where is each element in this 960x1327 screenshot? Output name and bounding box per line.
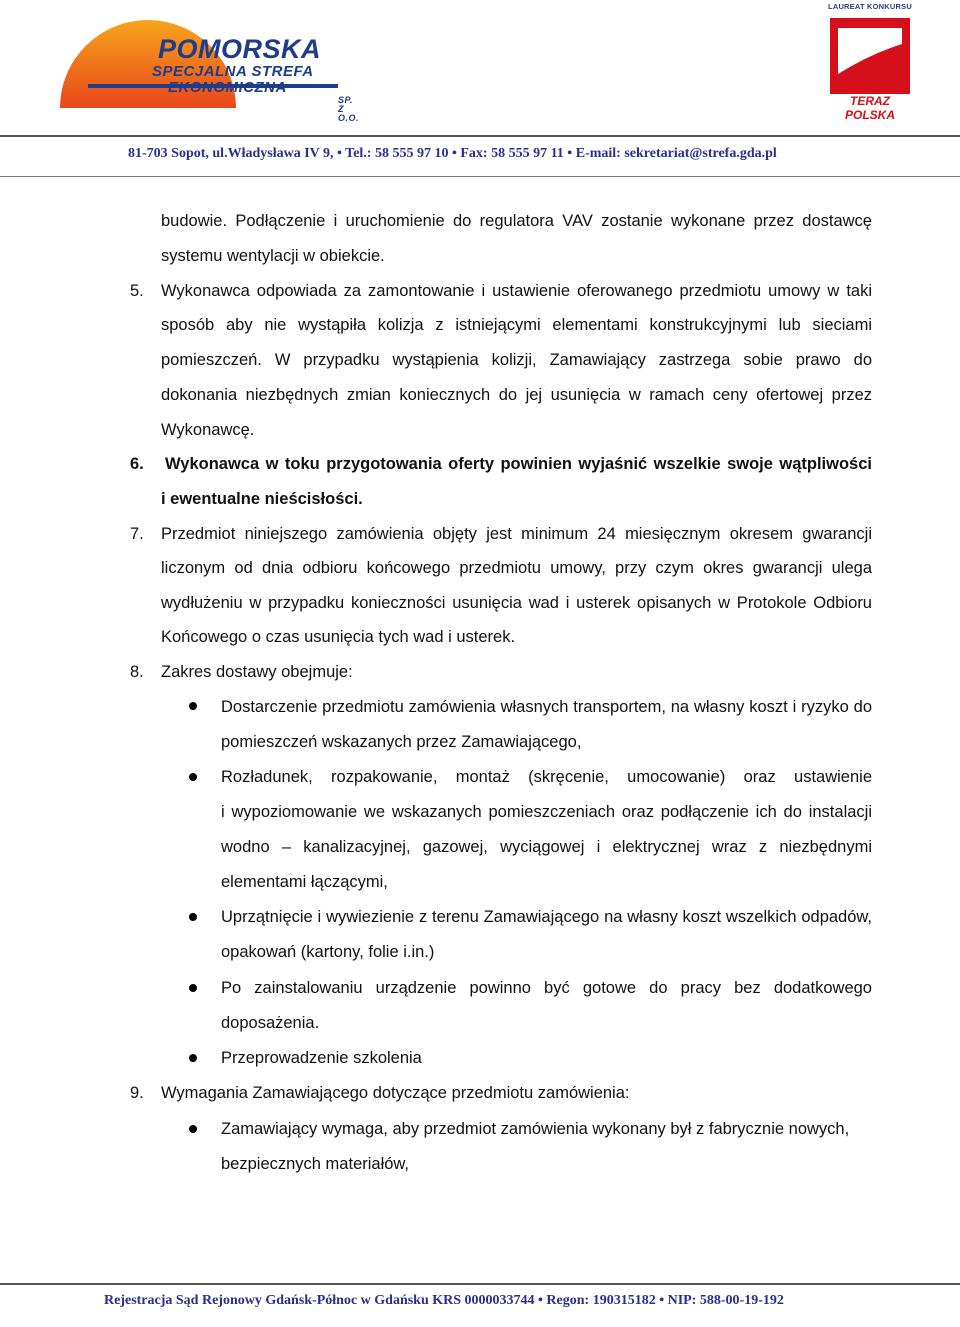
p7-line-1: Przedmiot niniejszego zamówienia objęty jest minimum 24 miesięcznym okresem gwarancji [161, 525, 872, 543]
bullet-dot [189, 984, 197, 992]
p8-bullet-3-line-1: Uprzątnięcie i wywiezienie z terenu Zamawiającego na własny koszt wszelkich odpadów, [221, 908, 872, 926]
p5-number: 5. [130, 282, 144, 300]
p6-number: 6. [130, 455, 144, 473]
bullet-dot [189, 913, 197, 921]
bullet-dot [189, 773, 197, 781]
p8-bullet-4-line-2: doposażenia. [221, 1014, 320, 1032]
p8-bullet-3-line-2: opakowań (kartony, folie i.in.) [221, 943, 435, 961]
p8-number: 8. [130, 663, 144, 681]
p8-bullet-1-line-1: Dostarczenie przedmiotu zamówienia własnych transportem, na własny koszt i ryzyko do [221, 698, 872, 716]
p5-line-5: Wykonawcę. [161, 421, 255, 439]
p9-title: Wymagania Zamawiającego dotyczące przedmiotu zamówienia: [161, 1084, 630, 1102]
p4-line-2: systemu wentylacji w obiekcie. [161, 247, 385, 265]
p7-line-2: liczonym od dnia odbioru końcowego przedmiotu umowy, przy czym okres gwarancji ulega [161, 559, 872, 577]
p8-bullet-2-line-1: Rozładunek, rozpakowanie, montaż (skręcenie, umocowanie) oraz ustawienie [221, 768, 872, 786]
header-divider [0, 135, 960, 137]
p8-bullet-1-line-2: pomieszczeń wskazanych przez Zamawiającego, [221, 733, 582, 751]
p9-number: 9. [130, 1084, 144, 1102]
footer-divider [0, 1283, 960, 1285]
p8-bullet-2-line-2: i wypoziomowanie we wskazanych pomieszczeniach oraz podłączenie ich do instalacji [221, 803, 872, 821]
company-logo [48, 4, 360, 123]
p5-line-4: dokonania niezbędnych zmian koniecznych do jej usunięcia w ramach ceny ofertowej przez [161, 386, 872, 404]
p8-bullet-2-line-4: elementami łączącymi, [221, 873, 388, 891]
logo-text-pomorska: POMORSKA [158, 34, 322, 64]
teraz-polska-award [826, 2, 914, 122]
p8-bullet-4-line-1: Po zainstalowaniu urządzenie powinno być gotowe do pracy bez dodatkowego [221, 979, 872, 997]
bullet-dot [189, 1054, 197, 1062]
bullet-dot [189, 1125, 197, 1133]
p8-title: Zakres dostawy obejmuje: [161, 663, 353, 681]
p9-bullet-1-line-1: Zamawiający wymaga, aby przedmiot zamówienia wykonany był z fabrycznie nowych, [221, 1120, 850, 1138]
footer-registration: Rejestracja Sąd Rejonowy Gdańsk-Północ w Gdańsku KRS 0000033744 • Regon: 190315182 • NIP: 588-00-19-192 [104, 1293, 784, 1308]
p6-line-1: Wykonawca w toku przygotowania oferty powinien wyjaśnić wszelkie swoje wątpliwości [165, 455, 872, 473]
p8-bullet-5-line-1: Przeprowadzenie szkolenia [221, 1049, 422, 1067]
p5-line-3: pomieszczeń. W przypadku wystąpienia kolizji, Zamawiający zastrzega sobie prawo do [161, 351, 872, 369]
logo-text-specjalna: SPECJALNA STREFA [152, 63, 314, 80]
logo-text-spzoo: SP. Z O.O. [338, 95, 360, 123]
award-name: TERAZ POLSKA [844, 94, 895, 122]
award-caption: LAUREAT KONKURSU [828, 2, 912, 11]
contact-line: 81-703 Sopot, ul.Władysława IV 9, • Tel.: 58 555 97 10 • Fax: 58 555 97 11 • E-mail: sekretariat@strefa.gda.pl [128, 146, 777, 161]
p7-line-3: wydłużeniu w przypadku konieczności usunięcia wad i usterek opisanych w Protokole Odbioru [161, 594, 872, 612]
p9-bullet-1-line-2: bezpiecznych materiałów, [221, 1155, 410, 1173]
p7-line-4: Końcowego o czas usunięcia tych wad i usterek. [161, 628, 516, 646]
logo-text-ekonomiczna: EKONOMICZNA [168, 79, 287, 96]
p5-line-1: Wykonawca odpowiada za zamontowanie i ustawienie oferowanego przedmiotu umowy w taki [161, 282, 872, 300]
p7-number: 7. [130, 525, 144, 543]
p5-line-2: sposób aby nie wystąpiła kolizja z istniejącymi elementami konstrukcyjnymi lub sieciami [161, 316, 872, 334]
bullet-dot [189, 702, 197, 710]
p8-bullet-2-line-3: wodno – kanalizacyjnej, gazowej, wyciągowej i elektrycznej wraz z niezbędnymi [221, 838, 872, 856]
header-divider-secondary [0, 176, 960, 177]
p6-line-2: i ewentualne nieścisłości. [161, 490, 363, 508]
award-flag-icon [830, 18, 910, 94]
p4-line-1: budowie. Podłączenie i uruchomienie do regulatora VAV zostanie wykonane przez dostawcę [161, 212, 872, 230]
